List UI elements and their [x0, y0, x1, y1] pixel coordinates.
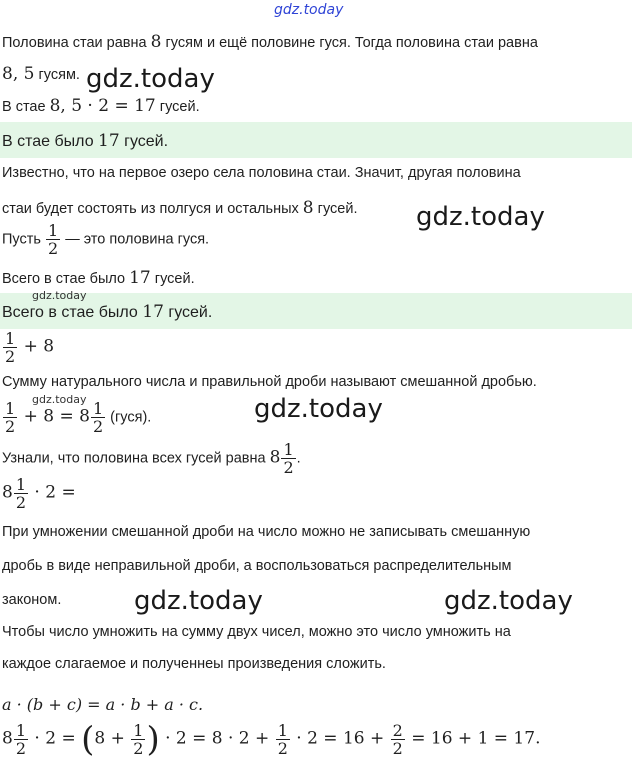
- fraction: $\frac{1}{2}$: [15, 475, 27, 512]
- paragraph-multiply-rule-end: законом.: [2, 592, 62, 608]
- answer-1: В стае было 17 гусей.: [2, 131, 169, 151]
- watermark: gdz.today: [444, 586, 573, 616]
- paragraph-multiply-rule-cont: дробь в виде неправильной дроби, а воспользоваться распределительным: [2, 558, 512, 574]
- paragraph-distributive-cont: каждое слагаемое и полученнеы произведения сложить.: [2, 656, 386, 672]
- watermark: gdz.today: [86, 64, 215, 94]
- fraction: $\frac{1}{2}$: [92, 399, 104, 436]
- fraction: $\frac{2}{2}$: [392, 721, 403, 758]
- fraction: $\frac{1}{2}$: [277, 721, 288, 758]
- paragraph-flock-calc: В стае 8, 5 · 2 = 17 гусей.: [2, 96, 200, 116]
- expression-half-plus-eight: $\frac{1}{2}$ + 8: [5, 329, 55, 366]
- paragraph-half-flock-cont: 8, 5 гусям.: [2, 64, 80, 84]
- watermark-small: gdz.today: [32, 393, 87, 406]
- fraction: $\frac{1}{2}$: [133, 721, 144, 758]
- distributive-formula: a · (b + c) = a · b + a · c.: [2, 695, 204, 714]
- paragraph-mixed-fraction: Сумму натурального числа и правильной дроби называют смешанной дробью.: [2, 374, 537, 390]
- fraction: $\frac{1}{2}$: [5, 399, 16, 436]
- paragraph-half-all: Узнали, что половина всех гусей равна 8 $\frac{1}{2}$ .: [2, 440, 301, 477]
- answer-2: Всего в стае было 17 гусей.: [2, 302, 213, 322]
- paragraph-half-flock: Половина стаи равна 8 гусям и ещё половине гуся. Тогда половина стаи равна: [2, 32, 538, 52]
- paragraph-multiply-rule: При умножении смешанной дроби на число можно не записывать смешанную: [2, 524, 531, 540]
- expression-mixed-result: $\frac{1}{2}$ + 8 = 8 $\frac{1}{2}$ (гуся).: [5, 399, 152, 436]
- paragraph-lake-cont: стаи будет состоять из полгуся и остальных 8 гусей.: [2, 198, 358, 218]
- paragraph-distributive: Чтобы число умножить на сумму двух чисел, можно это число умножить на: [2, 624, 511, 640]
- watermark: gdz.today: [254, 394, 383, 424]
- expression-mixed-times-two: 8 $\frac{1}{2}$ · 2 =: [2, 475, 76, 512]
- watermark: gdz.today: [134, 586, 263, 616]
- watermark-small: gdz.today: [32, 289, 87, 302]
- paragraph-lake: Известно, что на первое озеро села половина стаи. Значит, другая половина: [2, 165, 521, 181]
- final-calculation: 8 $\frac{1}{2}$ · 2 = (8 + $\frac{1}{2}$ ) · 2 = 8 · 2 + $\frac{1}{2}$ · 2 = 16 + $\frac{2}{2}$ = 16 + 1 = 17.: [2, 719, 541, 760]
- fraction: $\frac{1}{2}$: [283, 440, 294, 477]
- watermark-top: gdz.today: [274, 2, 344, 18]
- fraction: $\frac{1}{2}$: [5, 329, 16, 366]
- fraction: $\frac{1}{2}$: [15, 721, 27, 758]
- paragraph-let-half: Пусть $\frac{1}{2}$ — это половина гуся.: [2, 221, 210, 258]
- fraction: $\frac{1}{2}$: [47, 221, 59, 258]
- paragraph-total: Всего в стае было 17 гусей.: [2, 268, 195, 288]
- watermark: gdz.today: [416, 202, 545, 232]
